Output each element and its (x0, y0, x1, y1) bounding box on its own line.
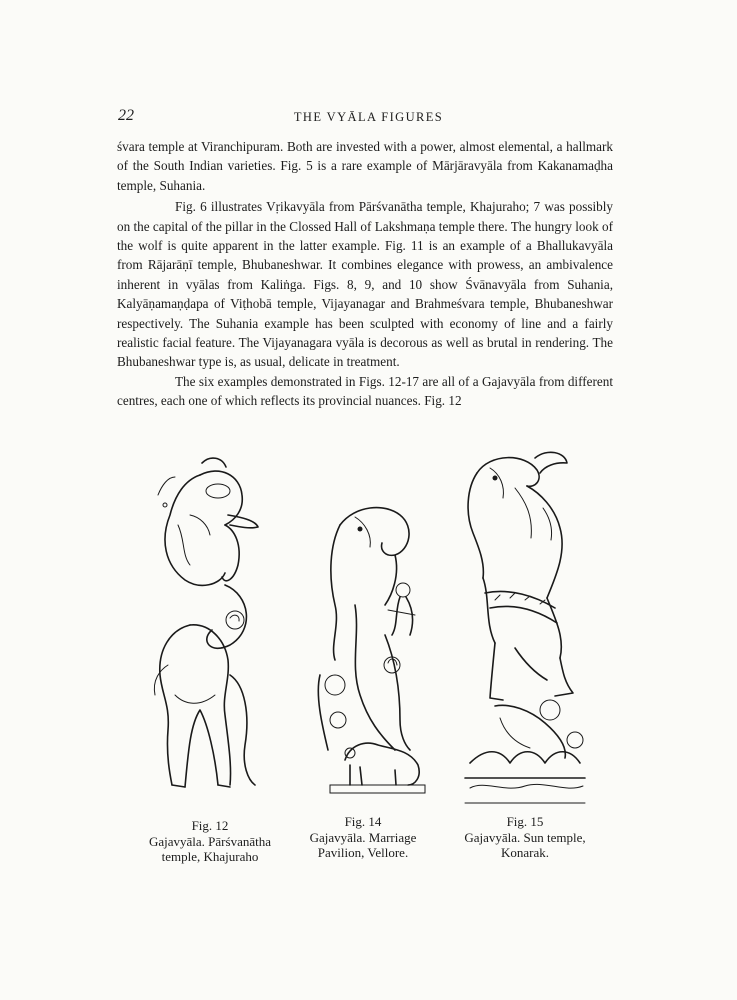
figure-12-caption-line-2: temple, Khajuraho (161, 849, 259, 864)
body-text (117, 137, 613, 411)
paragraph-2: Fig. 6 illustrates Vṛikavyāla from Pārśvanātha temple, Khajuraho; 7 was possibly on the capital of the pillar in the Clossed Hall of Lakshmaṇa temple there. The hungry look of the wolf is quite apparent in the latter example. Fig. 11 is an example of a Bhallukavyāla from Rājarāṇī temple, Bhubaneshwar. It combines elegance with prowess, an ambivalence inherent in vyālas from Kaliṅga. Figs. 8, 9, and 10 show Śvānavyāla from Suhania, Kalyāṇamaṇḍapa of Viṭhobā temple, Vijayanagar and Brahmeśvara temple, Bhubaneshwar respectively. The Suhania example has been sculpted with economy of line and a fairly realistic facial feature. The Vijayanagara vyāla is decorous as well as brutal in rendering. The Bhubaneshwar type is, as usual, delicate in treatment. (117, 199, 613, 370)
figure-14-caption-line-1: Gajavyāla. Marriage (309, 829, 417, 845)
figure-15-caption (440, 814, 610, 861)
running-head: THE VYĀLA FIGURES (293, 110, 444, 124)
figure-12-number: Fig. 12 (191, 818, 229, 833)
figure-14-number: Fig. 14 (344, 814, 382, 829)
figure-15-caption-line-2: Konarak. (500, 845, 549, 860)
paragraph-3: The six examples demonstrated in Figs. 12-17 are all of a Gajavyāla from different centres, each one of which reflects its provincial nuances. Fig. 12 (117, 373, 613, 409)
figure-12-illustration (130, 455, 290, 815)
figure-12-caption-line-1: Gajavyāla. Pārśvanātha (148, 833, 271, 849)
figure-14-illustration (300, 495, 440, 805)
figure-15-number: Fig. 15 (506, 814, 544, 829)
paragraph-1: śvara temple at Viranchipuram. Both are invested with a power, almost elemental, a hallmark of the South Indian varieties. Fig. 5 is a rare example of Mārjāravyāla from Kakanamaḍha temple, Suhania. (117, 139, 613, 193)
figure-15-caption-line-1: Gajavyāla. Sun temple, (464, 829, 586, 845)
figure-12-caption (112, 818, 308, 865)
figure-15-illustration (455, 448, 595, 813)
figure-14-caption (288, 814, 438, 861)
figure-14-caption-line-2: Pavilion, Vellore. (317, 845, 409, 860)
page-number: 22 (118, 107, 134, 124)
